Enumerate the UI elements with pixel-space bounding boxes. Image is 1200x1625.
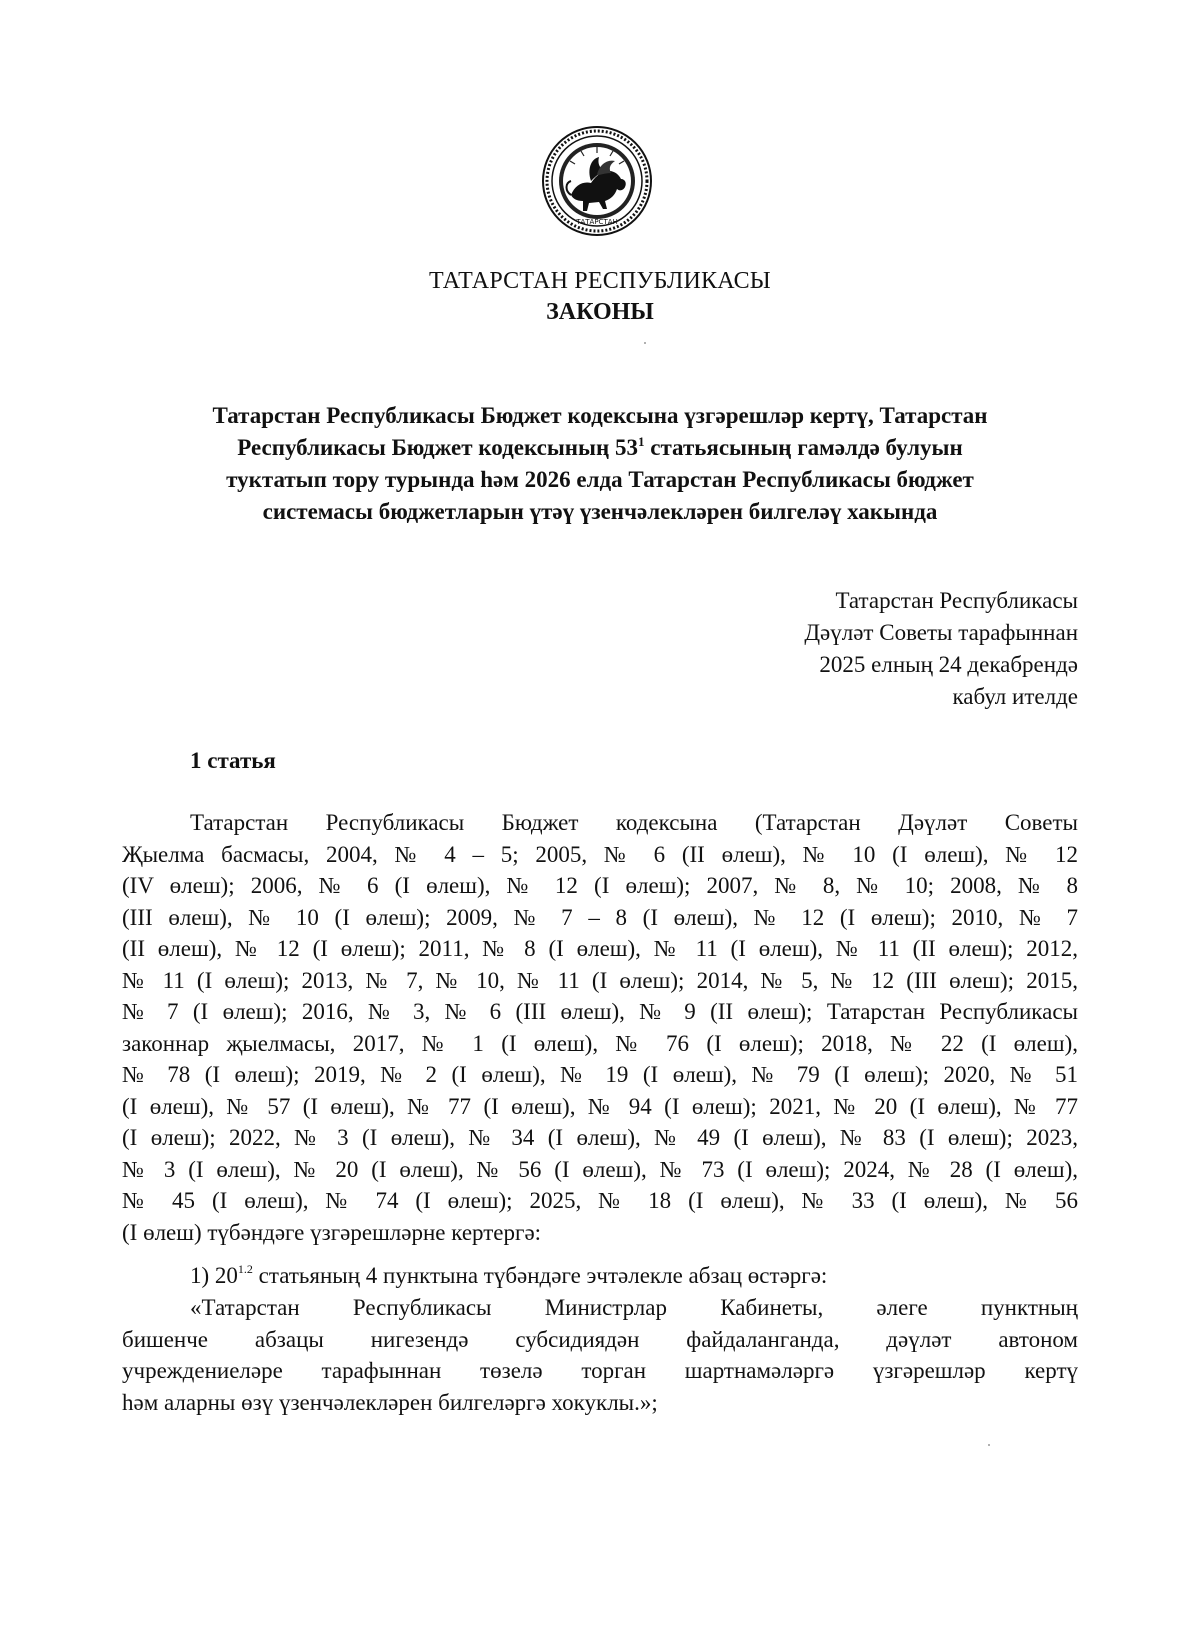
scan-speck <box>988 1444 990 1446</box>
body-line: Татарстан Республикасы Бюджет кодексына (Татарстан Дәүләт Советы <box>190 810 1078 835</box>
law-title-line: Татарстан Республикасы Бюджет кодексына үзгәрешләр кертү, Татарстан <box>212 403 988 428</box>
body-line: № 78 (I өлеш); 2019, № 2 (I өлеш), № 19 (I өлеш), № 79 (I өлеш); 2020, № 51 <box>122 1062 1078 1087</box>
item-number: 1) 20 <box>190 1263 238 1288</box>
body-line: (I өлеш), № 57 (I өлеш), № 77 (I өлеш), № 94 (I өлеш); 2021, № 20 (I өлеш), № 77 <box>122 1093 1078 1119</box>
body-line: № 45 (I өлеш), № 74 (I өлеш); 2025, № 18 (I өлеш), № 33 (I өлеш), № 56 <box>122 1188 1078 1213</box>
item-superscript: 1.2 <box>237 1262 253 1276</box>
emblem-ring-text: ТАТАРСТАН <box>576 218 618 226</box>
law-title-line <box>120 432 1080 464</box>
law-title-superscript: 1 <box>638 434 645 449</box>
adoption-line: кабул ителде <box>952 684 1078 709</box>
article-title: 1 статья <box>190 748 276 773</box>
body-line: Җыелма басмасы, 2004, № 4 – 5; 2005, № 6 (II өлеш), № 10 (I өлеш), № 12 <box>122 841 1078 867</box>
scan-speck <box>644 342 646 344</box>
list-item <box>190 1263 827 1289</box>
body-line: (IV өлеш); 2006, № 6 (I өлеш), № 12 (I өлеш); 2007, № 8, № 10; 2008, № 8 <box>122 873 1078 898</box>
body-line: № 11 (I өлеш); 2013, № 7, № 10, № 11 (I өлеш); 2014, № 5, № 12 (III өлеш); 2015, <box>122 967 1078 993</box>
body-line: (II өлеш), № 12 (I өлеш); 2011, № 8 (I өлеш), № 11 (I өлеш), № 11 (II өлеш); 2012, <box>122 936 1078 961</box>
law-title-text: Республикасы Бюджет кодексының 53 <box>237 435 638 460</box>
body-line: законнар җыелмасы, 2017, № 1 (I өлеш), № 76 (I өлеш); 2018, № 22 (I өлеш), <box>122 1030 1078 1056</box>
law-title <box>120 400 1080 528</box>
body-line: (I өлеш); 2022, № 3 (I өлеш), № 34 (I өлеш), № 49 (I өлеш), № 83 (I өлеш); 2023, <box>122 1125 1078 1150</box>
body-line: (III өлеш), № 10 (I өлеш); 2009, № 7 – 8 (I өлеш), № 12 (I өлеш); 2010, № 7 <box>122 904 1078 930</box>
quoted-paragraph <box>122 1292 1078 1418</box>
article-body <box>122 807 1078 1248</box>
adoption-line: Татарстан Республикасы <box>835 588 1078 613</box>
adoption-note <box>804 585 1078 713</box>
adoption-date: 2025 елның 24 декабрендә <box>819 652 1078 677</box>
item-text: статьяның 4 пунктына түбәндәге эчтәлекле абзац өстәргә: <box>252 1263 828 1288</box>
quote-line: һәм аларны өзү үзенчәлекләрен билгеләргә хокуклы.»; <box>122 1389 658 1415</box>
republic-name: ТАТАРСТАН РЕСПУБЛИКАСЫ <box>429 268 771 294</box>
quote-line: учреждениеләре тарафыннан төзелә торган шартнамәләргә үзгәрешләр кертү <box>122 1358 1078 1383</box>
quote-line: «Татарстан Республикасы Министрлар Кабинеты, әлеге пунктның <box>190 1295 1078 1320</box>
law-title-text: статьясының гамәлдә булуын <box>644 435 963 460</box>
body-line: (I өлеш) түбәндәге үзгәрешләрне кертергә: <box>122 1219 542 1245</box>
quote-line: бишенче абзацы нигезендә субсидиядән файдаланганда, дәүләт автоном <box>122 1326 1078 1352</box>
document-type: ЗАКОНЫ <box>546 299 654 325</box>
law-title-line: системасы бюджетларын үтәү үзенчәлекләрен билгеләү хакында <box>262 499 938 524</box>
law-title-line: туктатып тору турында һәм 2026 елда Татарстан Республикасы бюджет <box>226 467 974 492</box>
tatarstan-coat-of-arms-icon <box>541 125 653 237</box>
body-line: № 3 (I өлеш), № 20 (I өлеш), № 56 (I өлеш), № 73 (I өлеш); 2024, № 28 (I өлеш), <box>122 1156 1078 1182</box>
body-line: № 7 (I өлеш); 2016, № 3, № 6 (III өлеш), № 9 (II өлеш); Татарстан Республикасы <box>122 999 1078 1024</box>
adoption-line: Дәүләт Советы тарафыннан <box>804 620 1078 645</box>
